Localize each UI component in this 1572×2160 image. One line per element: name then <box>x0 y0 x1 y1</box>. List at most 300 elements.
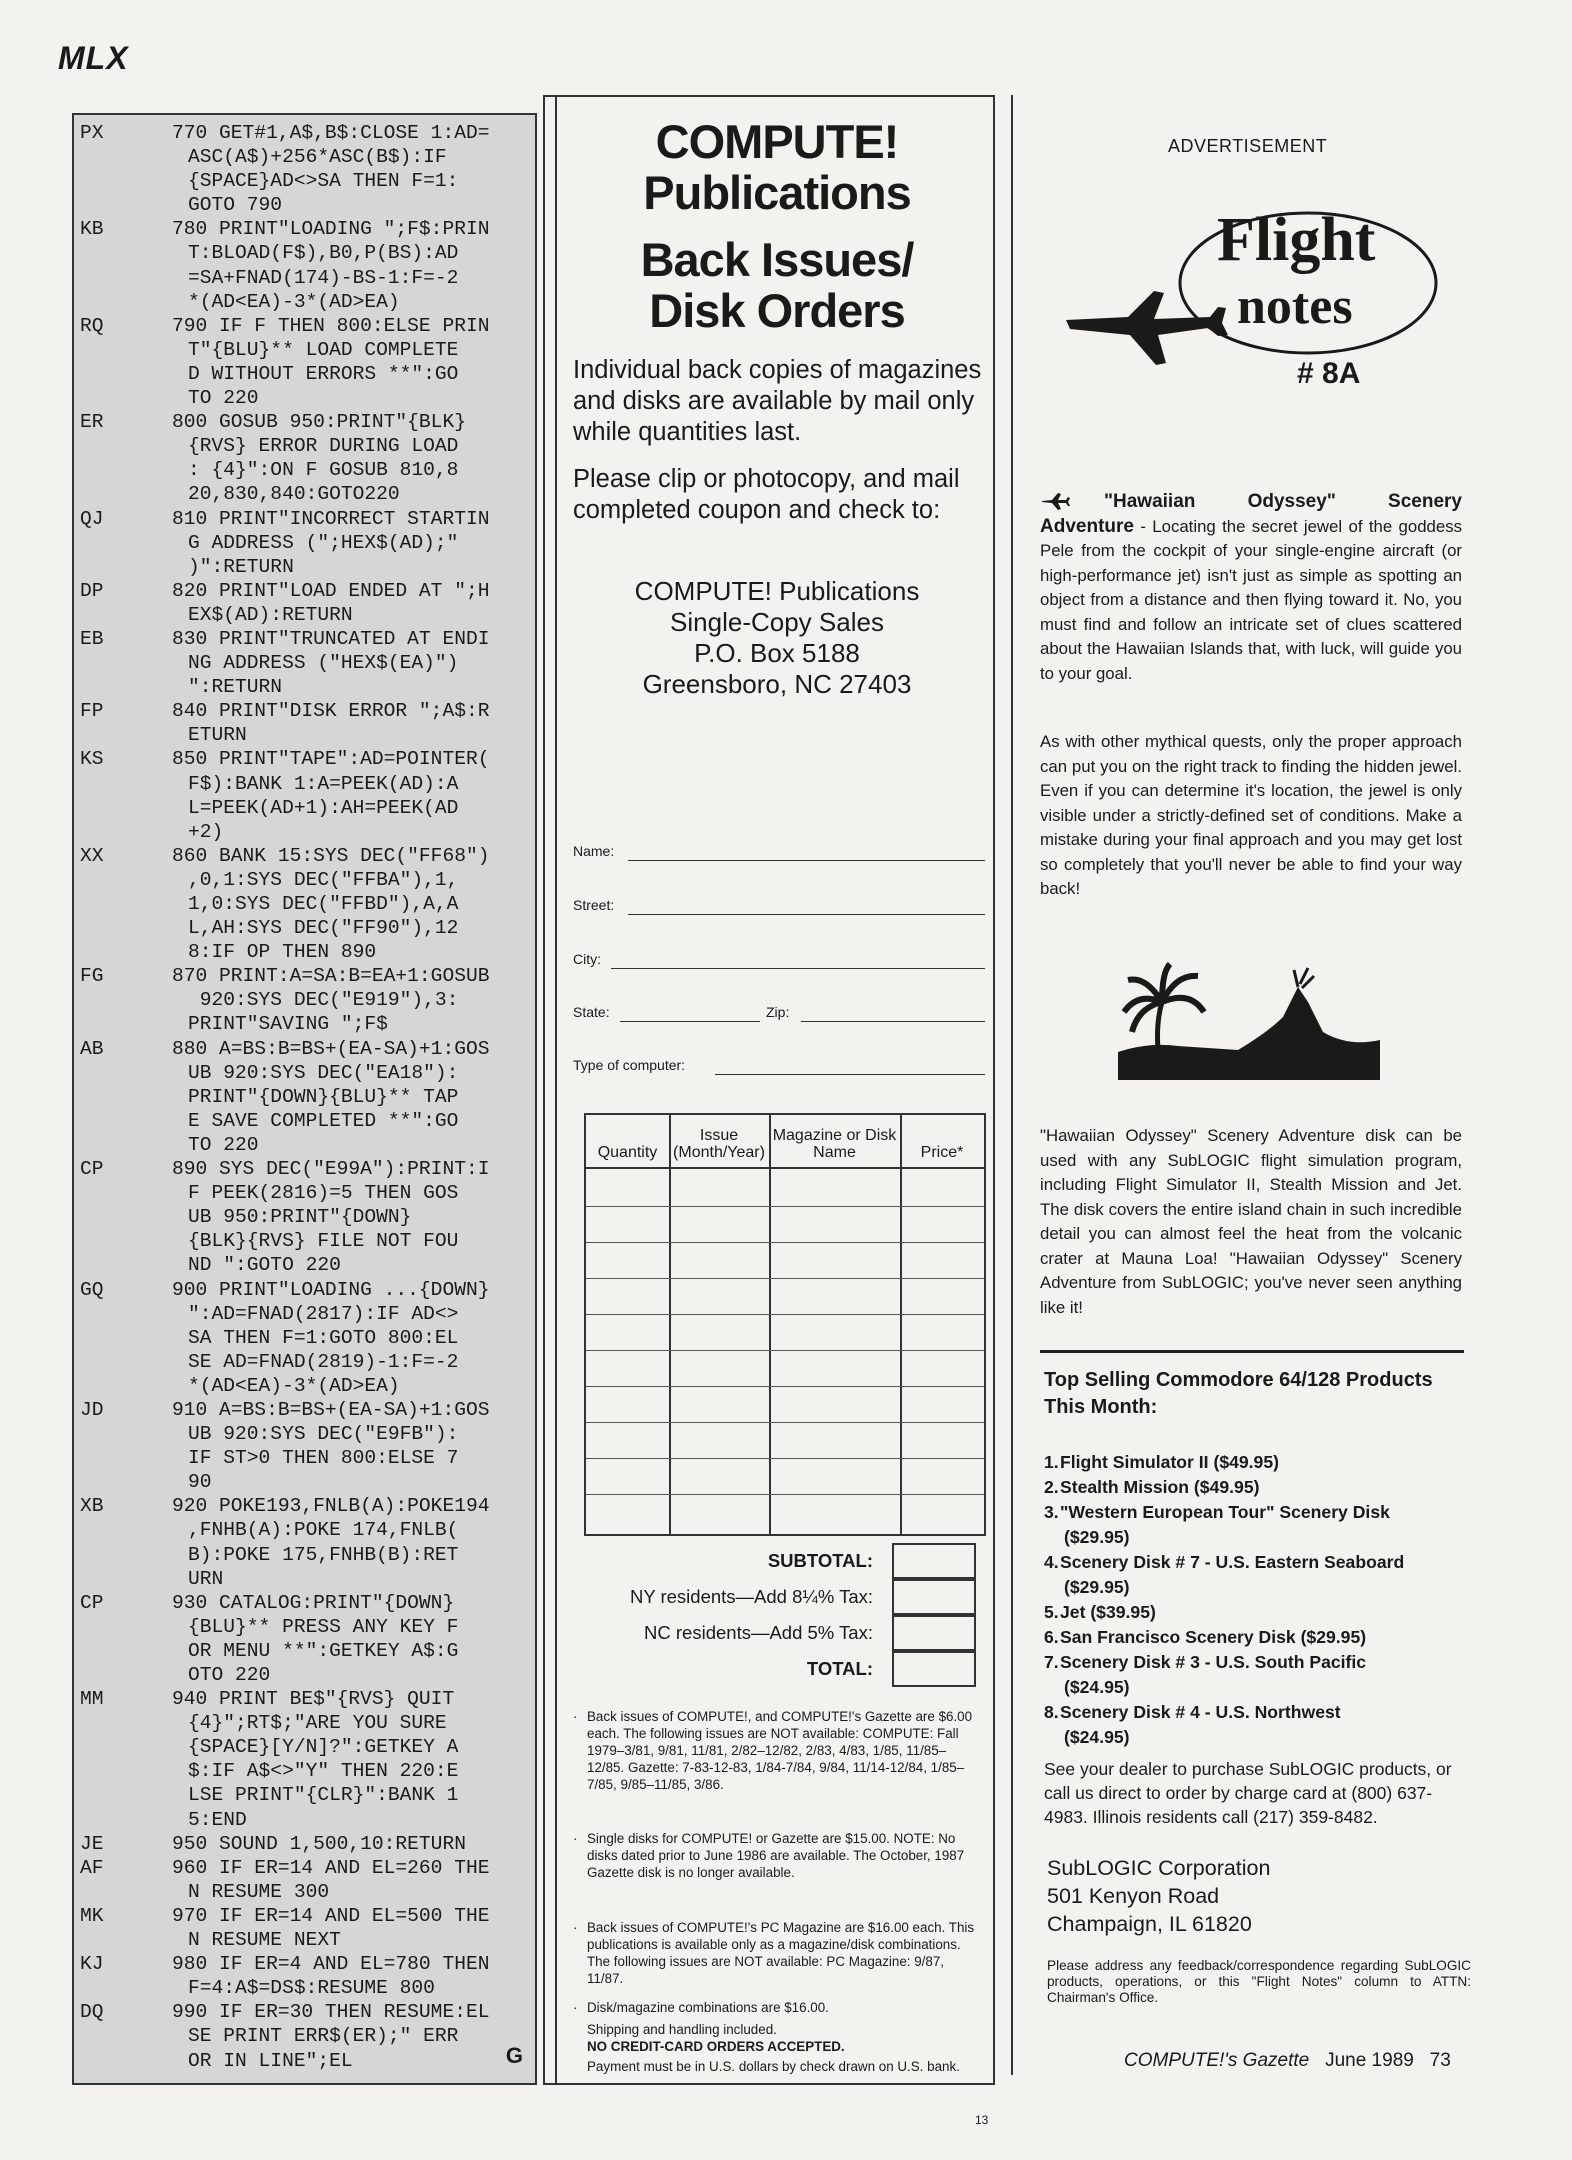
code-text: *(AD<EA)-3*(AD>EA) <box>188 290 400 313</box>
code-text: 980 IF ER=4 AND EL=780 THEN <box>172 1953 490 1976</box>
listing-line <box>78 1687 531 1711</box>
row-divider <box>586 1458 984 1459</box>
code-text: 860 BANK 15:SYS DEC("FF68") <box>172 844 490 867</box>
col-price: Price* <box>900 1115 984 1169</box>
checksum-code: GQ <box>80 1278 104 1301</box>
listing-line <box>78 290 531 314</box>
listing-line <box>78 1783 531 1807</box>
checksum-code: MK <box>80 1904 104 1927</box>
code-text: SE PRINT ERR$(ER);" ERR <box>188 2025 459 2048</box>
advertisement-label: ADVERTISEMENT <box>1168 136 1328 156</box>
listing-line <box>78 434 531 458</box>
row-divider <box>586 1242 984 1243</box>
city-label: City: <box>573 951 601 967</box>
code-text: OR IN LINE";EL <box>188 2049 353 2072</box>
code-text: 960 IF ER=14 AND EL=260 THE <box>172 1856 490 1879</box>
note-single-disks: · Single disks for COMPUTE! or Gazette are $15.00. NOTE: No disks dated prior to June 1986 are available. The October, 1987 Gazette disk is no longer available. <box>573 1831 965 1880</box>
product-number: 8. <box>1044 1702 1059 1722</box>
name-label: Name: <box>573 843 615 859</box>
code-text: 910 A=BS:B=BS+(EA-SA)+1:GOS <box>172 1398 490 1421</box>
checksum-code: CP <box>80 1158 104 1181</box>
listing-lines <box>78 121 531 2073</box>
listing-line <box>78 1904 531 1928</box>
listing-line <box>78 627 531 651</box>
code-text: 90 <box>188 1471 212 1494</box>
code-text: 780 PRINT"LOADING ";F$:PRIN <box>172 218 490 241</box>
code-text: LSE PRINT"{CLR}":BANK 1 <box>188 1784 459 1807</box>
listing-line <box>78 1952 531 1976</box>
footer-magazine: COMPUTE!'s Gazette <box>1124 2050 1310 2071</box>
page-footer <box>1124 2050 1451 2072</box>
listing-line <box>78 145 531 169</box>
listing-line <box>78 2000 531 2024</box>
code-text: : {4}":ON F GOSUB 810,8 <box>188 459 459 482</box>
product-title: Jet ($39.95) <box>1060 1602 1156 1622</box>
code-text: =SA+FNAD(174)-BS-1:F=-2 <box>188 266 459 289</box>
product-title: Stealth Mission ($49.95) <box>1060 1477 1260 1497</box>
coupon-inner <box>555 97 993 2127</box>
listing-line <box>78 1085 531 1109</box>
row-divider <box>586 1206 984 1207</box>
product-item <box>1044 1700 1474 1749</box>
listing-line <box>78 1398 531 1422</box>
checksum-code: JE <box>80 1832 104 1855</box>
code-text: ASC(A$)+256*ASC(B$):IF <box>188 146 447 169</box>
code-text: )":RETURN <box>188 555 294 578</box>
row-divider <box>586 1278 984 1279</box>
product-number: 2. <box>1044 1477 1059 1497</box>
street-line <box>628 914 985 915</box>
company-street: 501 Kenyon Road <box>1047 1884 1220 1908</box>
listing-line <box>78 458 531 482</box>
col-divider <box>669 1115 671 1534</box>
listing-line <box>78 820 531 844</box>
story-paragraph-2: As with other mythical quests, only the proper approach can put you on the right track to finding the hidden jewel. Even if you can determine it's location, the jewel is only visible under a strictly-defined set of conditions. Make a mistake during your final approach and you may get lost so completely that you'll never be able to find your way back! <box>1040 732 1462 898</box>
listing-line <box>78 964 531 988</box>
column-divider <box>1011 95 1013 2075</box>
code-text: 920:SYS DEC("E919"),3: <box>188 989 459 1012</box>
product-item <box>1044 1450 1474 1475</box>
listing-line <box>78 796 531 820</box>
code-text: SE AD=FNAD(2819)-1:F=-2 <box>188 1350 459 1373</box>
code-text: TO 220 <box>188 387 259 410</box>
jet-icon <box>1066 291 1228 365</box>
dealer-text: See your dealer to purchase SubLOGIC products, or call us direct to order by charge card at (800) 637-4983. Illinois residents call (217) 359-8482. <box>1044 1759 1452 1827</box>
listing-line <box>78 1663 531 1687</box>
code-text: NG ADDRESS ("HEX$(EA)") <box>188 652 459 675</box>
checksum-code: KJ <box>80 1953 104 1976</box>
checksum-code: KS <box>80 748 104 771</box>
product-title: Scenery Disk # 3 - U.S. South Pacific <box>1060 1652 1367 1672</box>
logo-flight-text: Flight <box>1217 206 1376 274</box>
code-text: 810 PRINT"INCORRECT STARTIN <box>172 507 490 530</box>
listing-line <box>78 1880 531 1904</box>
col-divider <box>900 1115 902 1534</box>
checksum-code: PX <box>80 122 104 144</box>
listing-line <box>78 868 531 892</box>
listing-line <box>78 386 531 410</box>
listing-line <box>78 1832 531 1856</box>
code-text: 930 CATALOG:PRINT"{DOWN} <box>172 1591 455 1614</box>
listing-line <box>78 1856 531 1880</box>
product-title: San Francisco Scenery Disk ($29.95) <box>1060 1627 1367 1647</box>
coupon-address-4: Greensboro, NC 27403 <box>642 669 912 699</box>
ny-tax-box[interactable] <box>892 1579 976 1615</box>
product-title: Scenery Disk # 4 - U.S. Northwest <box>1060 1702 1341 1722</box>
product-price: ($24.95) <box>1064 1726 1130 1747</box>
code-text: 800 GOSUB 950:PRINT"{BLK} <box>172 411 466 434</box>
total-label: TOTAL: <box>806 1658 873 1679</box>
listing-line <box>78 1759 531 1783</box>
company-city: Champaign, IL 61820 <box>1047 1912 1252 1936</box>
code-text: 940 PRINT BE$"{RVS} QUIT <box>172 1688 455 1711</box>
state-line <box>620 1021 760 1022</box>
zip-label: Zip: <box>766 1004 790 1020</box>
listing-line <box>78 1567 531 1591</box>
coupon-address-3: P.O. Box 5188 <box>694 638 860 668</box>
company-address <box>1047 1854 1270 1938</box>
listing-line <box>78 410 531 434</box>
coupon-address-2: Single-Copy Sales <box>670 607 884 637</box>
code-text: ,FNHB(A):POKE 174,FNLB( <box>188 1519 459 1542</box>
listing-end-mark: G <box>505 2043 523 2068</box>
code-text: ETURN <box>188 724 247 747</box>
listing-line <box>78 1639 531 1663</box>
story-paragraph-3: "Hawaiian Odyssey" Scenery Adventure disk can be used with any SubLOGIC flight simulation program, including Flight Simulator II, Stealth Mission and Jet. The disk covers the entire island chain in such incredible detail you can almost feel the heat from the volcanic crater at Mauna Loa! "Hawaiian Odyssey" Scenery Adventure from SubLOGIC; you've never seen anything like it! <box>1040 1126 1462 1317</box>
listing-line <box>78 1012 531 1036</box>
street-field[interactable] <box>573 897 985 917</box>
products-rule <box>1040 1350 1464 1353</box>
code-text: ":RETURN <box>188 676 283 699</box>
row-divider <box>586 1386 984 1387</box>
code-text: EX$(AD):RETURN <box>188 603 353 626</box>
col-quantity: Quantity <box>586 1115 669 1169</box>
order-coupon <box>543 95 995 2127</box>
code-text: 990 IF ER=30 THEN RESUME:EL <box>172 2001 490 2024</box>
listing-line <box>78 1326 531 1350</box>
nc-tax-row <box>557 1615 997 1651</box>
computer-label: Type of computer: <box>573 1057 686 1073</box>
product-title: "Western European Tour" Scenery Disk <box>1060 1502 1390 1522</box>
listing-line <box>78 1109 531 1133</box>
coupon-title-4: Disk Orders <box>649 284 905 337</box>
code-text: D WITHOUT ERRORS **":GO <box>188 362 459 385</box>
product-item <box>1044 1475 1474 1500</box>
code-text: {BLK}{RVS} FILE NOT FOU <box>188 1230 459 1253</box>
story-paragraph-1: "Hawaiian Odyssey" Scenery Adventure - Locating the secret jewel of the goddess Pele from the cockpit of your single-engine aircraft (or high-performance jet) isn't just as simple as spotting an object from a distance and then flying toward it. No, you must find and follow an intricate set of clues scattered about the Hawaiian Islands that, with luck, will guide you to your goal. <box>1040 491 1462 683</box>
listing-line <box>78 844 531 868</box>
listing-line <box>78 1976 531 2000</box>
note-pc-magazine: · Back issues of COMPUTE!'s PC Magazine are $16.00 each. This publications is available only as a magazine/disk combinations. The following issues are NOT available: PC Magazine: 9/87, 11/87. <box>573 1920 975 1986</box>
nc-tax-box[interactable] <box>892 1615 976 1651</box>
product-item <box>1044 1600 1474 1625</box>
code-text: F PEEK(2816)=5 THEN GOS <box>188 1182 459 1205</box>
listing-line <box>78 1350 531 1374</box>
code-text: L,AH:SYS DEC("FF90"),12 <box>188 917 459 940</box>
listing-line <box>78 362 531 386</box>
listing-line <box>78 1205 531 1229</box>
row-divider <box>586 1422 984 1423</box>
listing-line <box>78 1470 531 1494</box>
top-products-heading: Top Selling Commodore 64/128 Products This Month: <box>1044 1369 1433 1418</box>
listing-line <box>78 1446 531 1470</box>
coupon-title-2: Publications <box>643 166 911 219</box>
code-text: ,0,1:SYS DEC("FFBA"),1, <box>188 868 459 891</box>
listing-line <box>78 651 531 675</box>
checksum-code: FP <box>80 700 104 723</box>
checksum-code: AB <box>80 1037 104 1060</box>
no-credit-card-note: NO CREDIT-CARD ORDERS ACCEPTED. <box>587 2039 845 2054</box>
listing-line <box>78 1422 531 1446</box>
code-text: N RESUME 300 <box>188 1880 330 1903</box>
code-text: UB 920:SYS DEC("E9FB"): <box>188 1423 459 1446</box>
code-text: 970 IF ER=14 AND EL=500 THE <box>172 1904 490 1927</box>
checksum-code: XX <box>80 844 104 867</box>
listing-line <box>78 1928 531 1952</box>
logo-notes-text: notes <box>1237 278 1353 335</box>
product-number: 5. <box>1044 1602 1059 1622</box>
checksum-code: KB <box>80 218 104 241</box>
listing-line <box>78 507 531 531</box>
listing-line <box>78 1229 531 1253</box>
checksum-code: JD <box>80 1398 104 1421</box>
code-text: OTO 220 <box>188 1664 271 1686</box>
checksum-code: FG <box>80 965 104 988</box>
checksum-code: AF <box>80 1856 104 1879</box>
code-text: GOTO 790 <box>188 194 283 217</box>
section-header: MLX <box>58 40 129 76</box>
state-field[interactable] <box>573 1004 985 1024</box>
listing-line <box>78 579 531 603</box>
code-text: PRINT"SAVING ";F$ <box>188 1013 388 1036</box>
listing-line <box>78 241 531 265</box>
row-divider <box>586 1350 984 1351</box>
code-text: T:BLOAD(F$),B0,P(BS):AD <box>188 242 459 265</box>
product-price: ($24.95) <box>1064 1676 1130 1697</box>
listing-line <box>78 314 531 338</box>
code-text: B):POKE 175,FNHB(B):RET <box>188 1543 459 1566</box>
code-text: 950 SOUND 1,500,10:RETURN <box>172 1832 466 1855</box>
code-text: {SPACE}AD<>SA THEN F=1: <box>188 170 459 193</box>
product-title: Flight Simulator II ($49.95) <box>1060 1452 1279 1472</box>
listing-line <box>78 1253 531 1277</box>
code-text: UB 950:PRINT"{DOWN} <box>188 1206 412 1229</box>
volcano-palm-illustration <box>1118 962 1380 1084</box>
story-title: "Hawaiian Odyssey" Scenery Adventure <box>1040 491 1462 537</box>
program-listing <box>72 113 537 2085</box>
code-text: 830 PRINT"TRUNCATED AT ENDI <box>172 627 490 650</box>
listing-line <box>78 1061 531 1085</box>
checksum-code: DP <box>80 579 104 602</box>
code-text: 870 PRINT:A=SA:B=EA+1:GOSUB <box>172 965 490 988</box>
ny-tax-row <box>557 1579 997 1615</box>
listing-line <box>78 169 531 193</box>
listing-line <box>78 699 531 723</box>
listing-line <box>78 1374 531 1398</box>
listing-line <box>78 2024 531 2048</box>
listing-line <box>78 1711 531 1735</box>
product-item <box>1044 1550 1474 1599</box>
listing-line <box>78 1615 531 1639</box>
code-text: 770 GET#1,A$,B$:CLOSE 1:AD= <box>172 122 490 144</box>
code-text: F=4:A$=DS$:RESUME 800 <box>188 1977 435 2000</box>
company-name: SubLOGIC Corporation <box>1047 1856 1271 1880</box>
code-text: *(AD<EA)-3*(AD>EA) <box>188 1374 400 1397</box>
listing-line <box>78 1591 531 1615</box>
checksum-code: ER <box>80 411 104 434</box>
listing-line <box>78 1302 531 1326</box>
coupon-clip-text: Please clip or photocopy, and mail completed coupon and check to: <box>573 465 960 524</box>
code-text: TO 220 <box>188 1133 259 1156</box>
product-item <box>1044 1650 1474 1699</box>
street-label: Street: <box>573 897 615 913</box>
computer-line <box>715 1074 985 1075</box>
code-text: UB 920:SYS DEC("EA18"): <box>188 1061 459 1084</box>
listing-line <box>78 1735 531 1759</box>
coupon-intro: Individual back copies of magazines and disks are available by mail only while quantities last. <box>573 356 982 446</box>
subtotal-label: SUBTOTAL: <box>767 1550 873 1571</box>
listing-line <box>78 988 531 1012</box>
listing-line <box>78 916 531 940</box>
feedback-note: Please address any feedback/correspondence regarding SubLOGIC products, operations, or this "Flight Notes" column to ATTN: Chairman's Office. <box>1047 1958 1471 2005</box>
code-text: {RVS} ERROR DURING LOAD <box>188 435 459 458</box>
product-number: 1. <box>1044 1452 1059 1472</box>
code-text: 8:IF OP THEN 890 <box>188 941 377 964</box>
code-text: 900 PRINT"LOADING ...{DOWN} <box>172 1278 490 1301</box>
listing-line <box>78 266 531 290</box>
note-combinations: · Disk/magazine combinations are $16.00. <box>573 2000 829 2015</box>
listing-line <box>78 940 531 964</box>
code-text: 920 POKE193,FNLB(A):POKE194 <box>172 1495 490 1518</box>
code-text: F$):BANK 1:A=PEEK(AD):A <box>188 772 459 795</box>
code-text: 5:END <box>188 1808 247 1831</box>
listing-line <box>78 723 531 747</box>
product-number: 4. <box>1044 1552 1059 1572</box>
col-magazine: Magazine or Disk Name <box>769 1115 900 1169</box>
subtotal-row <box>557 1543 997 1579</box>
checksum-code: XB <box>80 1495 104 1518</box>
coupon-page-ref: 13 <box>975 2113 989 2127</box>
listing-line <box>78 1181 531 1205</box>
listing-line <box>78 121 531 145</box>
code-text: 880 A=BS:B=BS+(EA-SA)+1:GOS <box>172 1037 490 1060</box>
name-line <box>628 860 985 861</box>
coupon-title-3: Back Issues/ <box>640 233 914 286</box>
listing-line <box>78 1157 531 1181</box>
code-text: +2) <box>188 820 224 843</box>
listing-line <box>78 772 531 796</box>
code-text: OR MENU **":GETKEY A$:G <box>188 1639 459 1662</box>
code-text: 890 SYS DEC("E99A"):PRINT:I <box>172 1158 490 1181</box>
shipping-note: Shipping and handling included. <box>587 2022 777 2037</box>
computer-field[interactable] <box>573 1057 985 1077</box>
col-divider <box>769 1115 771 1534</box>
checksum-code: EB <box>80 627 104 650</box>
listing-line <box>78 2049 531 2073</box>
code-text: L=PEEK(AD+1):AH=PEEK(AD <box>188 796 459 819</box>
checksum-code: CP <box>80 1591 104 1614</box>
coupon-title-1: COMPUTE! <box>655 115 899 168</box>
order-table <box>584 1113 986 1536</box>
checksum-code: RQ <box>80 314 104 337</box>
product-title: Scenery Disk # 7 - U.S. Eastern Seaboard <box>1060 1552 1405 1572</box>
checksum-code: DQ <box>80 2001 104 2024</box>
product-price: ($29.95) <box>1064 1526 1130 1547</box>
zip-line <box>801 1021 985 1022</box>
listing-line <box>78 338 531 362</box>
listing-line <box>78 1518 531 1542</box>
listing-line <box>78 1494 531 1518</box>
code-text: 820 PRINT"LOAD ENDED AT ";H <box>172 579 490 602</box>
payment-note: Payment must be in U.S. dollars by check drawn on U.S. bank. <box>587 2059 960 2074</box>
product-number: 6. <box>1044 1627 1059 1647</box>
subtotal-box[interactable] <box>892 1543 976 1579</box>
product-item <box>1044 1625 1474 1650</box>
listing-line <box>78 482 531 506</box>
code-text: SA THEN F=1:GOTO 800:EL <box>188 1326 459 1349</box>
code-text: E SAVE COMPLETED **":GO <box>188 1109 459 1132</box>
listing-line <box>78 1133 531 1157</box>
listing-line <box>78 1808 531 1832</box>
row-divider <box>586 1494 984 1495</box>
listing-line <box>78 1278 531 1302</box>
code-text: PRINT"{DOWN}{BLU}** TAP <box>188 1085 459 1108</box>
note-back-issues: · Back issues of COMPUTE!, and COMPUTE!'s Gazette are $6.00 each. The following issues are NOT available: COMPUTE: Fall 1979–3/81, 9/81, 11/81, 2/82–12/82, 2/83, 4/83, 1/85, 11/85– 12/85. Gazette: 7-83-12-83, 1/84-7/84, 9/84, 11/14-12/84, 1/85–7/85, 9/85–11/85, 3/86. <box>573 1709 973 1792</box>
product-number: 7. <box>1044 1652 1059 1672</box>
code-text: {SPACE}[Y/N]?":GETKEY A <box>188 1736 459 1759</box>
code-text: {4}";RT$;"ARE YOU SURE <box>188 1712 447 1735</box>
listing-line <box>78 747 531 771</box>
state-label: State: <box>573 1004 610 1020</box>
code-text: 850 PRINT"TAPE":AD=POINTER( <box>172 748 490 771</box>
total-box[interactable] <box>892 1651 976 1687</box>
product-number: 3. <box>1044 1502 1059 1522</box>
code-text: T"{BLU}** LOAD COMPLETE <box>188 338 459 361</box>
nc-tax-label: NC residents—Add 5% Tax: <box>644 1622 873 1643</box>
code-text: URN <box>188 1567 224 1590</box>
listing-line <box>78 531 531 555</box>
code-text: $:IF A$<>"Y" THEN 220:E <box>188 1760 459 1783</box>
listing-line <box>78 1037 531 1061</box>
listing-line <box>78 892 531 916</box>
code-text: ND ":GOTO 220 <box>188 1254 341 1277</box>
city-field[interactable] <box>573 951 985 971</box>
code-text: 20,830,840:GOTO220 <box>188 483 400 506</box>
code-text: 790 IF F THEN 800:ELSE PRIN <box>172 314 490 337</box>
checksum-code: QJ <box>80 507 104 530</box>
code-text: {BLU}** PRESS ANY KEY F <box>188 1615 459 1638</box>
checksum-code: MM <box>80 1688 104 1711</box>
footer-date: June 1989 <box>1325 2050 1414 2071</box>
total-row <box>557 1651 997 1687</box>
listing-line <box>78 1543 531 1567</box>
listing-line <box>78 217 531 241</box>
listing-line <box>78 193 531 217</box>
issue-tag: # 8A <box>1297 357 1361 390</box>
code-text: ":AD=FNAD(2817):IF AD<> <box>188 1302 459 1325</box>
col-issue: Issue (Month/Year) <box>669 1115 769 1169</box>
listing-line <box>78 675 531 699</box>
code-text: 840 PRINT"DISK ERROR ";A$:R <box>172 700 490 723</box>
name-field[interactable] <box>573 843 985 863</box>
ny-tax-label: NY residents—Add 8¼% Tax: <box>629 1586 873 1607</box>
product-item <box>1044 1500 1474 1549</box>
code-text: IF ST>0 THEN 800:ELSE 7 <box>188 1447 459 1470</box>
listing-line <box>78 555 531 579</box>
footer-page: 73 <box>1429 2050 1451 2071</box>
coupon-address-1: COMPUTE! Publications <box>634 576 920 606</box>
listing-line <box>78 603 531 627</box>
